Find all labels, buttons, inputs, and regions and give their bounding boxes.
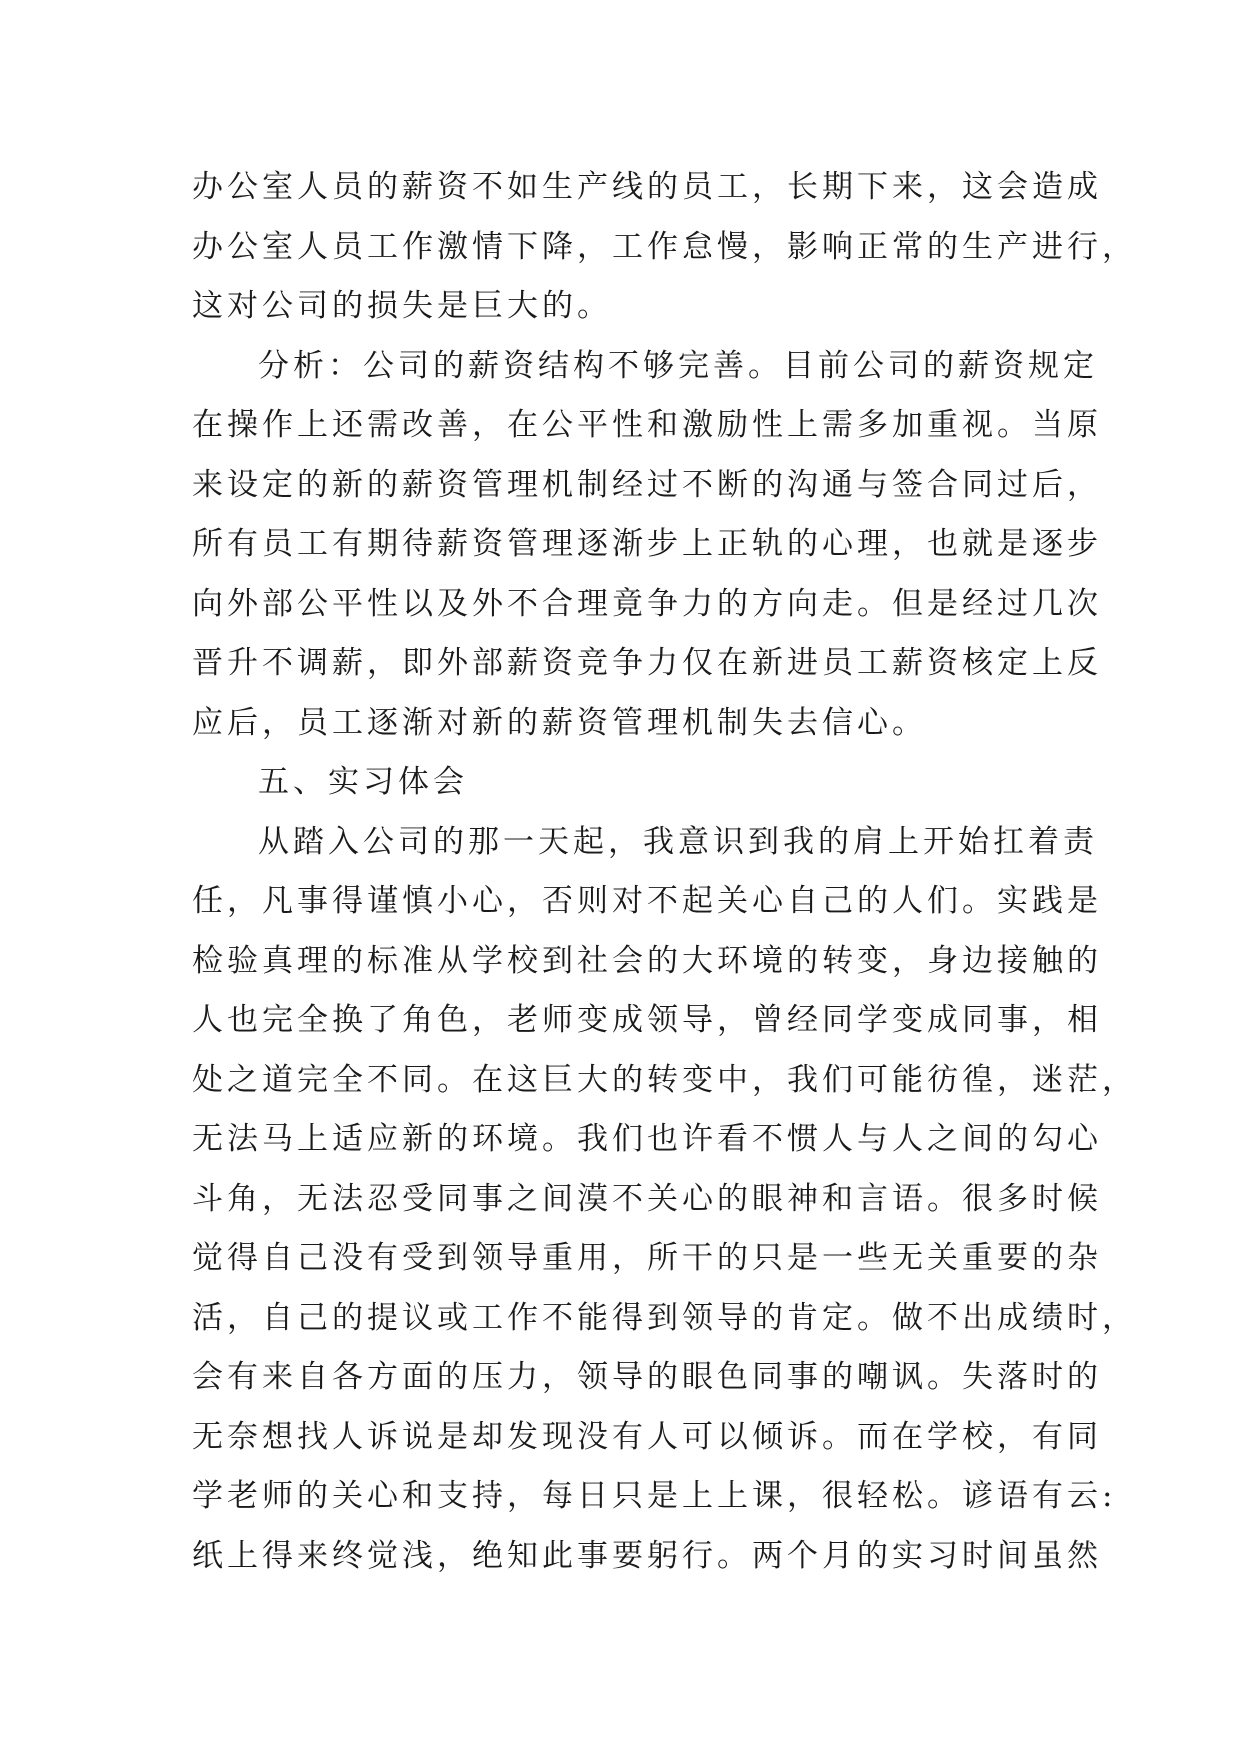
- text-line: 活，自己的提议或工作不能得到领导的肯定。做不出成绩时，: [192, 1299, 1137, 1336]
- text-line: 学老师的关心和支持，每日只是上上课，很轻松。谚语有云:: [192, 1478, 1117, 1514]
- text-line: 办公室人员工作激情下降，工作怠慢，影响正常的生产进行，: [192, 228, 1137, 265]
- paragraph-analysis-start: 分析：公司的薪资结构不够完善。目前公司的薪资规定: [258, 347, 1098, 384]
- text-line: 斗角，无法忍受同事之间漠不关心的眼神和言语。很多时候: [192, 1180, 1102, 1217]
- text-line: 无法马上适应新的环境。我们也许看不惯人与人之间的勾心: [192, 1121, 1102, 1157]
- text-line: 无奈想找人诉说是却发现没有人可以倾诉。而在学校，有同: [192, 1418, 1102, 1455]
- section-heading: 五、实习体会: [258, 764, 468, 800]
- text-line: 人也完全换了角色，老师变成领导，曾经同学变成同事，相: [192, 1002, 1102, 1038]
- text-line: 办公室人员的薪资不如生产线的员工，长期下来，这会造成: [192, 169, 1102, 205]
- text-line: 这对公司的损失是巨大的。: [192, 288, 612, 324]
- paragraph-experience-start: 从踏入公司的那一天起，我意识到我的肩上开始扛着责: [258, 823, 1098, 860]
- text-line: 晋升不调薪，即外部薪资竞争力仅在新进员工薪资核定上反: [192, 645, 1102, 681]
- text-line: 觉得自己没有受到领导重用，所干的只是一些无关重要的杂: [192, 1240, 1102, 1276]
- body-text: [192, 158, 1137, 1586]
- text-line: 在操作上还需改善，在公平性和激励性上需多加重视。当原: [192, 407, 1102, 443]
- text-line: 检验真理的标准从学校到社会的大环境的转变，身边接触的: [192, 942, 1102, 979]
- text-line: 来设定的新的薪资管理机制经过不断的沟通与签合同过后，: [192, 466, 1102, 503]
- text-line: 处之道完全不同。在这巨大的转变中，我们可能彷徨，迷茫，: [192, 1061, 1137, 1098]
- text-line: 应后，员工逐渐对新的薪资管理机制失去信心。: [192, 704, 927, 741]
- text-line: 所有员工有期待薪资管理逐渐步上正轨的心理，也就是逐步: [192, 526, 1102, 562]
- text-line: 纸上得来终觉浅，绝知此事要躬行。两个月的实习时间虽然: [192, 1537, 1102, 1574]
- text-line: 任，凡事得谨慎小心，否则对不起关心自己的人们。实践是: [192, 883, 1102, 919]
- text-line: 向外部公平性以及外不合理竟争力的方向走。但是经过几次: [192, 585, 1102, 622]
- text-line: 会有来自各方面的压力，领导的眼色同事的嘲讽。失落时的: [192, 1359, 1102, 1395]
